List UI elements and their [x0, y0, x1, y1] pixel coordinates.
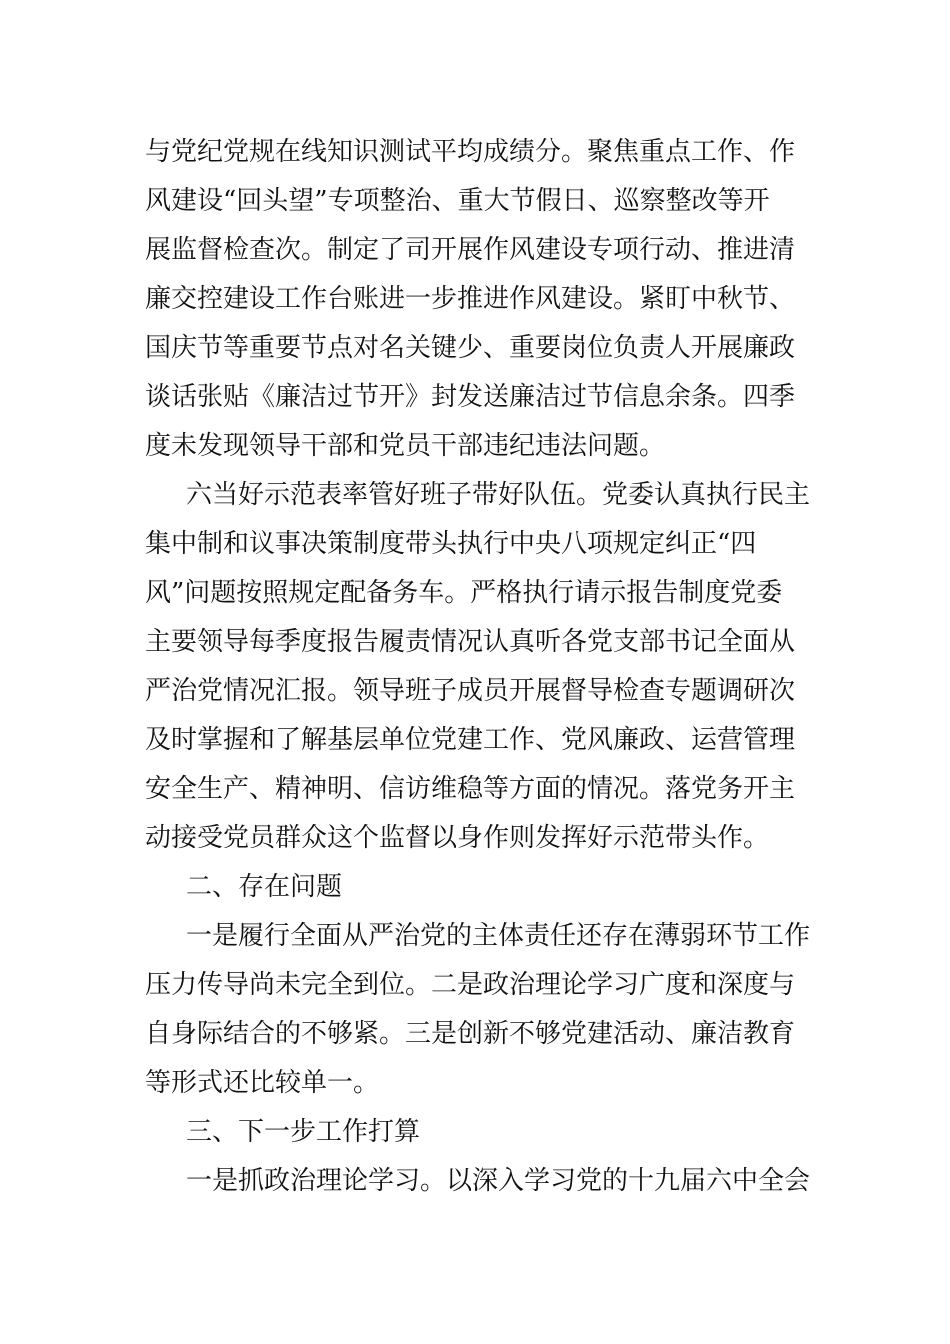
text-line: 主要领导每季度报告履责情况认真听各党支部书记全面从	[145, 627, 796, 657]
text-line: 自身际结合的不够紧。三是创新不够党建活动、廉洁教育	[145, 1019, 796, 1049]
text-line: 一是履行全面从严治党的主体责任还存在薄弱环节工作	[186, 921, 811, 951]
document-body	[145, 128, 810, 1206]
text-line: 压力传导尚未完全到位。二是政治理论学习广度和深度与	[145, 970, 796, 1000]
text-line: 安全生产、精神明、信访维稳等方面的情况。落党务开主	[145, 774, 796, 804]
section-heading: 二、存在问题	[186, 872, 343, 902]
text-line: 与党纪党规在线知识测试平均成绩分。聚焦重点工作、作	[145, 137, 796, 167]
text-line: 风”问题按照规定配备务车。严格执行请示报告制度党委	[145, 578, 783, 608]
text-line: 等形式还比较单一。	[145, 1068, 380, 1098]
text-line: 及时掌握和了解基层单位党建工作、党风廉政、运营管理	[145, 725, 796, 755]
text-line: 展监督检查次。制定了司开展作风建设专项行动、推进清	[145, 235, 796, 265]
text-line: 动接受党员群众这个监督以身作则发挥好示范带头作。	[145, 823, 770, 853]
text-line: 廉交控建设工作台账进一步推进作风建设。紧盯中秋节、	[145, 284, 796, 314]
section-heading: 三、下一步工作打算	[186, 1117, 421, 1147]
text-line: 国庆节等重要节点对名关键少、重要岗位负责人开展廉政	[145, 333, 796, 363]
text-line: 风建设“回头望”专项整治、重大节假日、巡察整改等开	[145, 186, 770, 216]
text-line: 度未发现领导干部和党员干部违纪违法问题。	[145, 431, 666, 461]
text-line: 集中制和议事决策制度带头执行中央八项规定纠正“四	[145, 529, 757, 559]
text-line: 严治党情况汇报。领导班子成员开展督导检查专题调研次	[145, 676, 796, 706]
text-line: 六当好示范表率管好班子带好队伍。党委认真执行民主	[186, 480, 811, 510]
text-line: 谈话张贴《廉洁过节开》封发送廉洁过节信息余条。四季	[145, 382, 796, 412]
text-line: 一是抓政治理论学习。以深入学习党的十九届六中全会	[186, 1166, 811, 1196]
